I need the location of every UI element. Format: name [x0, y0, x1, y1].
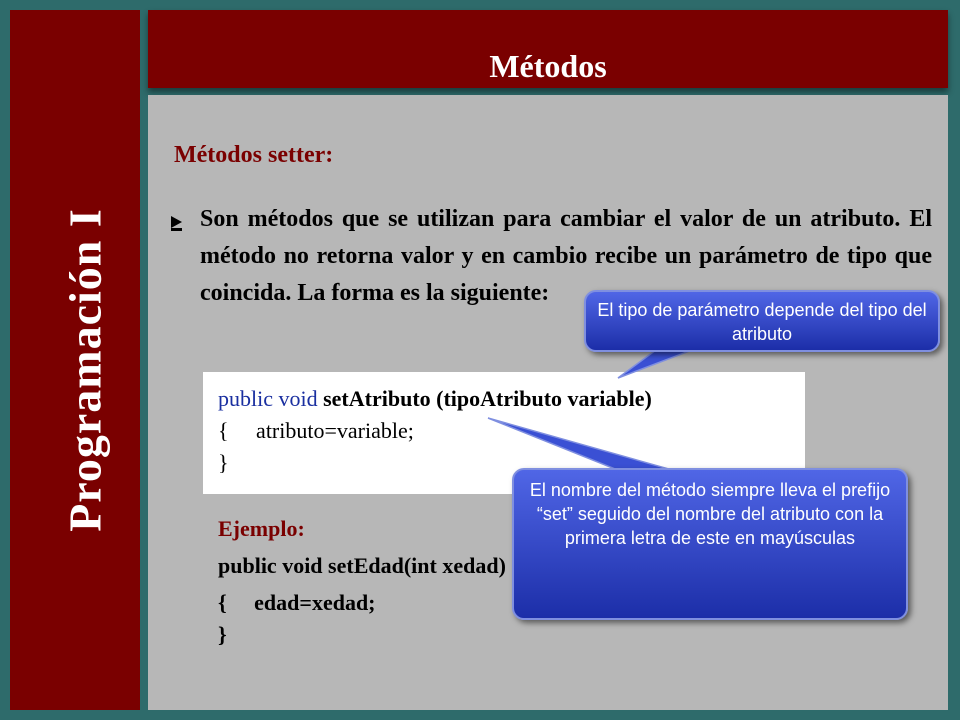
code-keyword: public void — [218, 386, 318, 411]
sidebar — [10, 10, 140, 710]
code-line-3: } — [218, 450, 229, 475]
bullet-text: Son métodos que se utilizan para cambiar el valor de un atributo. El método no retorna valor y en cambio recibe un parámetro de tipo que coincida. La forma es la siguiente: — [200, 206, 932, 306]
example-line-1: public void setEdad(int xedad) — [218, 553, 506, 578]
slide-header — [148, 10, 948, 88]
example-line-3: } — [218, 622, 227, 647]
bullet-icon — [170, 214, 184, 232]
callout-method-name: El nombre del método siempre lleva el prefijo “set” seguido del nombre del atributo con la primera letra de este en mayúsculas — [512, 468, 908, 620]
code-line-2: { atributo=variable; — [218, 418, 414, 443]
callout-parameter-type: El tipo de parámetro depende del tipo del atributo — [584, 290, 940, 352]
slide-title: Métodos — [489, 48, 607, 84]
example-line-2: { edad=xedad; — [218, 590, 376, 615]
code-signature: setAtributo (tipoAtributo variable) — [317, 386, 652, 411]
code-line-1 — [218, 386, 652, 412]
course-title: Programación I — [59, 208, 111, 532]
section-subtitle: Métodos setter: — [174, 142, 334, 168]
example-label: Ejemplo: — [218, 516, 305, 541]
